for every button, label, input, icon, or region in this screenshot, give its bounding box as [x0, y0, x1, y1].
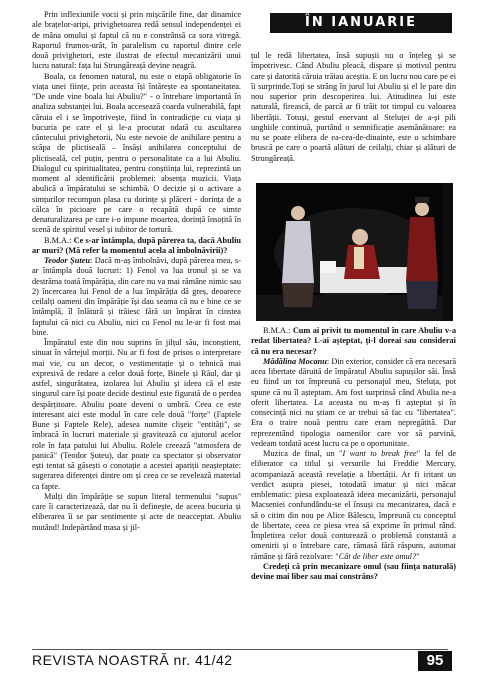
closing-question: Credeți că prin mecanizare omul (sau ființa naturală) devine mai liber sau mai constrâns? — [251, 561, 456, 581]
left-column — [32, 10, 241, 648]
section-header: ÎN IANUARIE — [270, 13, 452, 33]
answer-text: : Dacă m-aș îmbolnăvi, după părerea mea, s-ar întâmpla două lucruri: 1) Fenol va lua tronul și se va destrăma toată împărăția, din care nu va mai rămâne nimic sau 2) încercarea lui Fenol de a lua împărăția dă greș, deoarece ceilalți oameni din împărăție își dau seama că nu e bine ce se întâmplă, îl înlătură și trăiesc fără un împărat în cinstea faptului că nici cu Abuliu, nici cu Fenol nu le-ar fi fost mai bine. — [32, 256, 241, 337]
quote: Cât de liber este omul? — [338, 551, 417, 561]
page-number: 95 — [418, 651, 452, 671]
respondent-name: Teodor Șuteu — [44, 256, 90, 265]
right-column-top — [251, 51, 456, 181]
answer-text: : Din exterior, consider că era necesară acea libertate dăruită de împăratul Abuliu supușilor săi. Însă eu fiind un tot împreună cu personajul meu, Steluța, pot spune că nu îl așteptam. Am fost surprinsă când Abulia ne-a oferit libertatea. La aceasta nu m-aș fi așteptat și în consecință nici nu știam ce ar trebui să fac cu "libertatea". Era o traire nouă pentru care eram nepregătită. Dar reprezentând tipologia oamenilor care vor să parvină, vedeam totdată acest lucru ca pe o oportunitate. — [251, 356, 456, 448]
interview-question — [251, 326, 456, 357]
theatre-photo — [256, 183, 453, 321]
interviewer-label: B.M.A.: — [263, 326, 293, 335]
paragraph: Mulți din împărăție se supun literal termenului "supus" care îi caracterizează, dar nu îi definește, de aceea bucuria și eliberarea îi se par sentimente și acte de neacceptat. Abuliu mutând! Indepărtând masa și jil- — [32, 491, 241, 532]
stage-scene-image — [256, 183, 453, 321]
question-text: Ce s-ar întâmpla, după părerea ta, dacă Abuliu ar muri? (Mă refer la momentul acela al îmbolnăvirii)? — [32, 235, 241, 255]
question-text: Cum ai privit tu momentul în care Abuliu v-a redat libertatea? L-ai așteptat, ți-l doreai sau considerai că nu era necesar? — [251, 326, 456, 356]
footer-divider — [32, 649, 448, 650]
paragraph: Boala, ca fenomen natural, nu este o etapă obligatorie în viața unei ființe, prin aceasta își întărește ea spontaneitatea. "De unde vine boala lui Abuliu?" - o întrebare importantă în analiza substanței lui. Boala accesează coarda vulnerabilă, fapt căruia el i se împotrivește, fiind în contradicție cu viața și bucuria pe care el și le-a procurat odată cu ascultarea cântecului privighetorii, Nu este nevoie de anihilare pentru a scăpa de plictiseală – însăși anihilarea conceptului de plictiseală, cel puțin, pentru o personalitate ca a lui Abuliu. Dialogul cu spiritualitatea, pentru conștiința lui, reprezintă un moment al identificării problemei: absența muzicii. Viața abulică a împăratului se schimbă. O decizie și o activare a simțurilor recompun plasa cu dorințe și plăceri - dorința de a călca în picioare pe care o recapătă după ce simte denaturalizarea pe care i-o impune moartea, dorință însoțită în scenă de spiritul vesel și iubitor de tortură. — [32, 71, 241, 235]
song-title: I want to break free — [342, 449, 417, 458]
interview-answer — [32, 256, 241, 338]
paragraph: Prin inflexiunile vocii și prin mișcările fine, dar dinamice ale brațelor-aripi, privighetoarea redă sensul independenței ei de mâna omului și faptul că nu e constrânsă ca sora vitregă. Raportul frumos-urât, în paralelism cu raportul dintre cele două privighetori, este ilustrat de efectul mecanizării unui lucru natural: fața lui Strungăreață devine neagră. — [32, 10, 241, 71]
paragraph: Muzica de final, un "I want to break free" la fel de eliberator ca titlul și versurile lui Freddie Mercury, acompaniază această revelație a libertății. Ar fi iritant un verdict asupra piesei, totodată imatur și nici măcar emblematic: piesa exploatează ideea mecanizării, personajul Macseniei confundându-se el însuși cu mecanizarea, dacă e să o citim din nou pe Alice Bălescu, împreună cu conceptul de libertate, ceea ce piesa vrea să exprime în primul rând. Împletirea celor două conturează o problemă constantă a omenirii și o întrebare care, rămasă fără răspuns, automat rămâne și fără rezolvare: "Cât de liber este omul?" — [251, 449, 456, 561]
interviewer-label: B.M.A.: — [44, 235, 74, 245]
respondent-name: Mădălina Mocanu — [263, 356, 327, 366]
paragraph: Împăratul este din nou suprins în jilțul său, inconștient, sinuat în vârtejul morții. Nu ar fi fost de prisos o interpretare mai vie, cu un decor, o vestimentație și o tehnică mai expresivă de redare a celor două forțe, Binele și Răul, dar și astfel, singurătatea, izolarea lui Abuliu și ideea că el este singurul care își poate decide destinul este figurată de o perdea despărțitoare. Abuliu poate deveni o umbră. Ceea ce este interesant aici este modul în care cele două "forțe" (Faptele Bune și Faptele Rele), adesea numite clișeic "entități", se îmbracă în lucruri materiale și gravitează cu ajutorul acelor role în fața patului lui Abuliu. Rolele creează "atmosfera de panică" (Teodor Șuteu), dar poate ca spectator și observator ești tentat să găsești o conotație a acestei apariții neașteptate: sugerarea diferenței dintre om și ceea ce se revelează material ca fapte. — [32, 338, 241, 491]
interview-question — [32, 236, 241, 257]
paragraph: țul le redă libertatea, însă supușii nu o înțeleg și se împotrivesc. Când Abuliu pleacă, dispare și motivul pentru care și datorită căruia trăiau aceștia. E un lucru nou care pe ei îi surprinde.Toți se strâng în jurul lui Abuliu și el le pare din nou superior prin descoperirea lui. Atitudinea lui este naturală, firească, de parcă ar fi trăit tot timpul cu valoarea libertății. Totuși, gestul enervant al Steluței de a-și pili unghiile continuă, purtând o semnificație asemănătoare: ea nu se poate elibera de ea-cea-de-dinainte, este o schimbare bruscă pe care o poartă alături de ceilalți, chiar și alături de Strungăreață. — [251, 51, 456, 163]
right-column-bottom — [251, 326, 456, 646]
magazine-title: REVISTA NOASTRĂ nr. 41/42 — [32, 652, 233, 668]
interview-answer — [251, 357, 456, 449]
